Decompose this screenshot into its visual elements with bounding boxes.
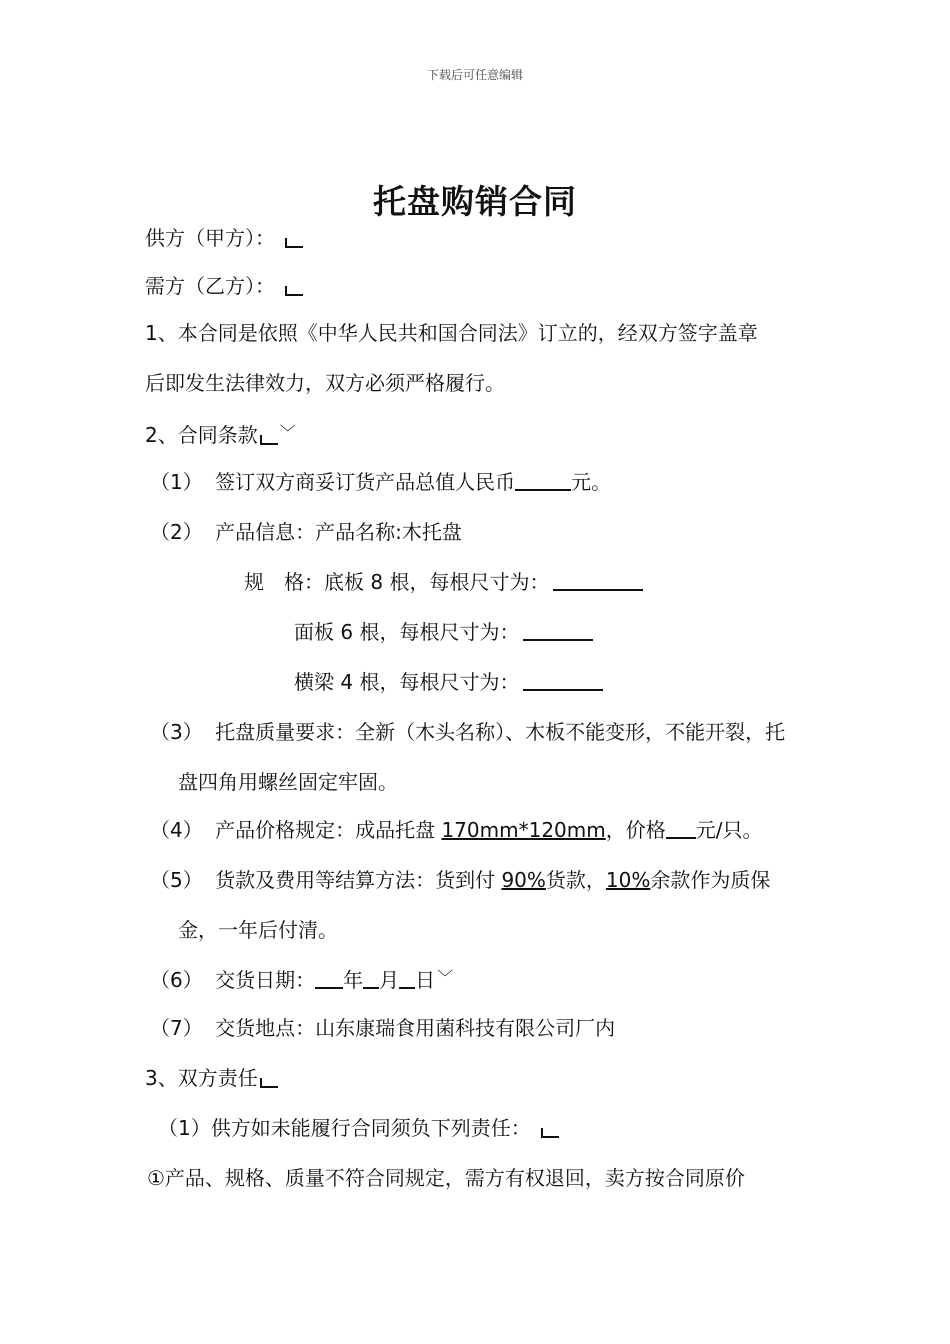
item1-suffix: 元。	[571, 470, 612, 494]
clause2-label: 2、合同条款	[145, 423, 258, 447]
item7-number: （7）	[150, 1016, 203, 1040]
year-blank	[315, 969, 343, 989]
supplier-line	[145, 226, 303, 250]
buyer-label: 需方（乙方）：	[145, 274, 275, 298]
chevron-down-icon: ﹀	[279, 423, 296, 442]
item3-line1	[150, 720, 785, 744]
resp1-line	[158, 1116, 559, 1140]
item6-day: 日	[415, 968, 436, 992]
item5-suffix: 余款作为质保	[650, 868, 771, 892]
blank-mark	[260, 1078, 278, 1088]
header-note: 下载后可任意编辑	[426, 68, 523, 82]
chevron-down-icon: ﹀	[437, 968, 454, 987]
item5-percent-2: 10%	[605, 868, 651, 892]
item2-line	[150, 520, 462, 544]
clause2-heading	[145, 421, 296, 447]
item5-line1	[150, 868, 770, 892]
item7-line	[150, 1016, 615, 1040]
spec3-text: 横梁 4 根，每根尺寸为：	[294, 670, 520, 694]
item5-text: 货款及费用等结算方法：货到付	[215, 868, 502, 892]
clause1-line1: 1、本合同是依照《中华人民共和国合同法》订立的，经双方签字盖章	[145, 321, 758, 345]
spec-beam	[294, 670, 603, 694]
size-blank	[523, 621, 593, 641]
item2-number: （2）	[150, 520, 203, 544]
item5-number: （5）	[150, 868, 203, 892]
item3-line2: 盘四角用螺丝固定牢固。	[178, 770, 398, 794]
blank-mark	[260, 435, 278, 445]
item4-line	[150, 818, 762, 842]
item6-year: 年	[343, 968, 364, 992]
item5-mid: 货款，	[545, 868, 606, 892]
month-blank	[363, 969, 379, 989]
item6-number: （6）	[150, 968, 203, 992]
resp1a-line: ①产品、规格、质量不符合同规定，需方有权退回，卖方按合同原价	[147, 1166, 745, 1190]
size-blank	[523, 671, 603, 691]
price-blank	[666, 819, 696, 839]
item2-text: 产品信息：产品名称:木托盘	[215, 520, 462, 544]
item4-text: 产品价格规定：成品托盘	[215, 818, 442, 842]
item6-line	[150, 966, 453, 992]
item6-text: 交货日期：	[215, 968, 316, 992]
item4-size: 170mm*120mm	[441, 818, 606, 842]
item4-number: （4）	[150, 818, 203, 842]
spec-bottom-board	[244, 570, 643, 594]
item1-number: （1）	[150, 470, 203, 494]
item3-text: 托盘质量要求：全新（木头名称）、木板不能变形，不能开裂，托	[215, 720, 786, 744]
clause1-line2: 后即发生法律效力，双方必须严格履行。	[145, 371, 505, 395]
document-title: 托盘购销合同	[373, 182, 577, 221]
size-blank	[553, 571, 643, 591]
resp1-text: （1）供方如未能履行合同须负下列责任：	[158, 1116, 531, 1140]
item3-number: （3）	[150, 720, 203, 744]
blank-mark	[541, 1128, 559, 1138]
buyer-line	[145, 274, 303, 298]
item4-mid: ，价格	[605, 818, 666, 842]
item4-suffix: 元/只。	[695, 818, 763, 842]
clause3-heading	[145, 1066, 278, 1090]
spec-top-board	[294, 620, 593, 644]
item1-text: 签订双方商妥订货产品总值人民币	[215, 470, 516, 494]
spec1-text: 规 格：底板 8 根，每根尺寸为：	[244, 570, 550, 594]
item5-percent-1: 90%	[501, 868, 546, 892]
supplier-label: 供方（甲方）：	[145, 226, 275, 250]
item7-text: 交货地点：山东康瑞食用菌科技有限公司厂内	[215, 1016, 616, 1040]
clause3-label: 3、双方责任	[145, 1066, 258, 1090]
item5-line2: 金，一年后付清。	[178, 918, 338, 942]
blank-mark	[285, 238, 303, 248]
amount-blank	[515, 471, 571, 491]
item1-line	[150, 470, 611, 494]
day-blank	[399, 969, 415, 989]
spec2-text: 面板 6 根，每根尺寸为：	[294, 620, 520, 644]
item6-month: 月	[379, 968, 400, 992]
blank-mark	[285, 286, 303, 296]
